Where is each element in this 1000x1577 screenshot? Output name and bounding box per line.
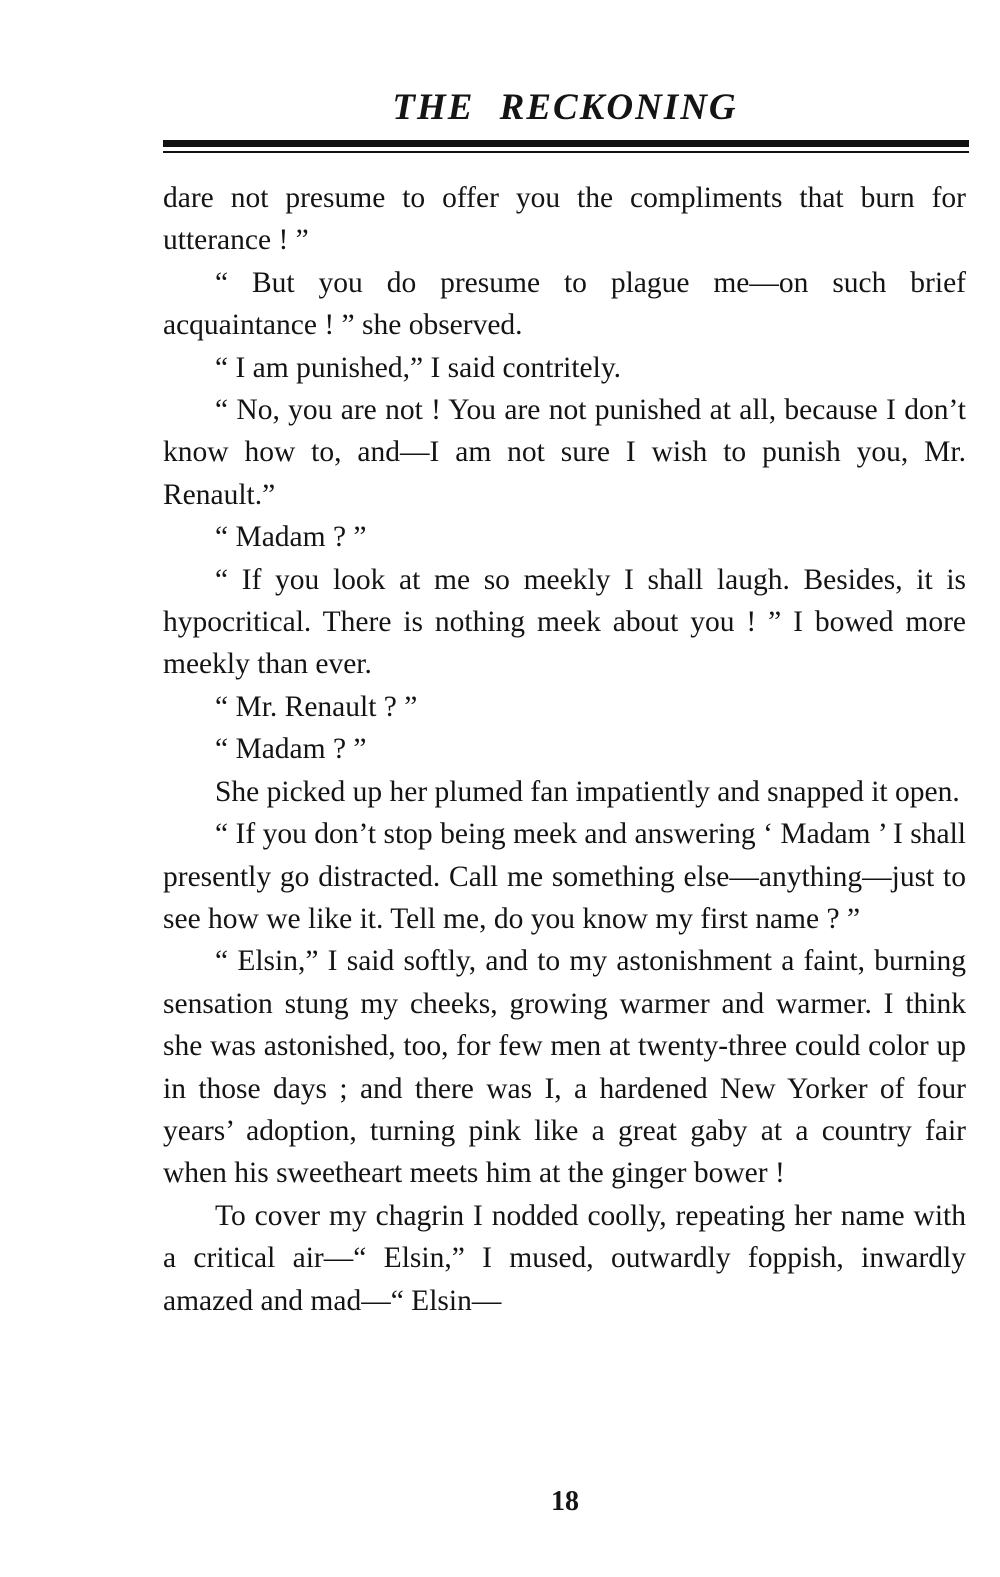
paragraph: “ If you don’t stop being meek and answering ‘ Madam ’ I shall presently go distracted. Call me something else—anything—just to see how we like it. Tell me, do you know my first name ? ”: [163, 818, 966, 935]
header-rule-thin: [163, 151, 969, 153]
header-rule-thick: [163, 140, 969, 147]
body-text: [163, 177, 966, 1322]
paragraph: “ I am punished,” I said contritely.: [215, 351, 622, 384]
paragraph: To cover my chagrin I nodded coolly, repeating her name with a critical air—“ Elsin,” I mused, outwardly foppish, inwardly amazed and mad—“ Elsin—: [163, 1199, 966, 1317]
paragraph: “ Mr. Renault ? ”: [215, 690, 418, 723]
paragraph: “ Madam ? ”: [215, 733, 367, 766]
paragraph: She picked up her plumed fan impatiently and snapped it open.: [215, 775, 960, 808]
paragraph: “ No, you are not ! You are not punished at all, because I don’t know how to, and—I am not sure I wish to punish you, Mr. Renault.”: [163, 394, 966, 511]
paragraph-continued: dare not presume to offer you the compliments that burn for utterance ! ”: [163, 182, 966, 257]
paragraph: “ Madam ? ”: [215, 521, 367, 554]
page-number: 18: [551, 1486, 579, 1517]
paragraph: “ But you do presume to plague me—on such brief acquaintance ! ” she observed.: [163, 266, 966, 342]
running-head-title: THE RECKONING: [392, 87, 738, 128]
paragraph: “ If you look at me so meekly I shall laugh. Besides, it is hypocritical. There is nothing meek about you ! ” I bowed more meekly than ever.: [163, 563, 966, 681]
paragraph: “ Elsin,” I said softly, and to my astonishment a faint, burning sensation stung my cheeks, growing warmer and warmer. I think she was astonished, too, for few men at twenty-three could color up in those days ; and there was I, a hardened New Yorker of four years’ adoption, turning pink like a great gaby at a country fair when his sweetheart meets him at the ginger bower !: [163, 945, 966, 1190]
